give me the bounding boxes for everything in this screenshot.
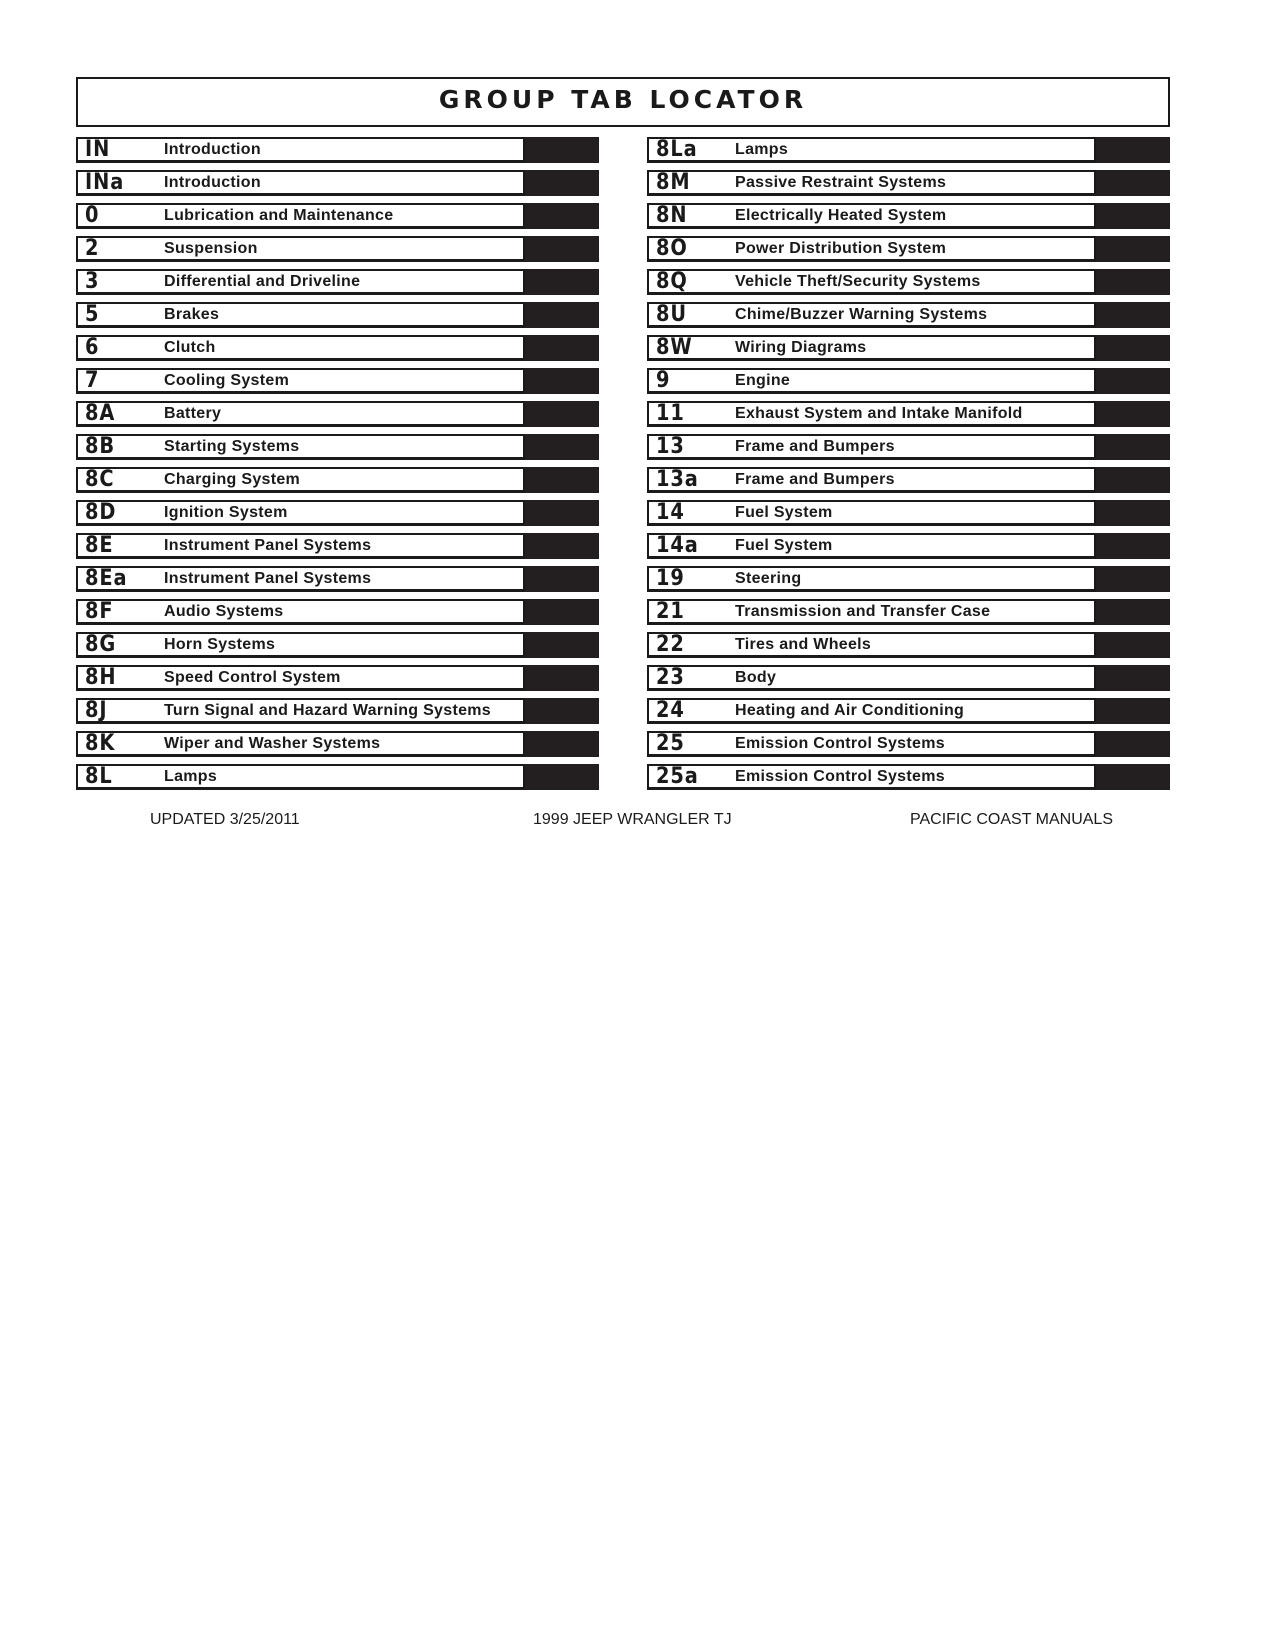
footer-updated: UPDATED 3/25/2011 — [150, 811, 300, 828]
tab-name: Emission Control Systems — [735, 767, 945, 785]
tab-name: Tires and Wheels — [735, 635, 872, 653]
tab-row[interactable] — [76, 401, 599, 427]
tab-label-cell — [647, 368, 1096, 394]
tab-label-cell — [647, 401, 1096, 427]
tab-code: 8Ea — [85, 565, 128, 591]
tab-label-cell — [76, 170, 525, 196]
tab-label-cell — [76, 269, 525, 295]
tab-row[interactable] — [647, 467, 1170, 493]
tab-code: 5 — [85, 301, 100, 327]
tab-name: Brakes — [164, 305, 220, 323]
tab-row[interactable] — [76, 467, 599, 493]
tab-row[interactable] — [76, 665, 599, 691]
tab-name: Horn Systems — [164, 635, 276, 653]
tab-marker[interactable] — [525, 170, 599, 196]
tab-name: Frame and Bumpers — [735, 437, 895, 455]
tab-name: Ignition System — [164, 503, 288, 521]
tab-label-cell — [647, 170, 1096, 196]
tab-marker[interactable] — [525, 467, 599, 493]
tab-name: Audio Systems — [164, 602, 284, 620]
tab-code: 14a — [656, 532, 699, 558]
tab-name: Introduction — [164, 173, 261, 191]
tab-name: Charging System — [164, 470, 301, 488]
tab-code: 13 — [656, 433, 685, 459]
tab-code: 2 — [85, 235, 100, 261]
tab-code: 22 — [656, 631, 685, 657]
footer-publisher: PACIFIC COAST MANUALS — [910, 811, 1113, 828]
tab-name: Power Distribution System — [735, 239, 947, 257]
tab-label-cell — [76, 665, 525, 691]
tab-marker[interactable] — [1096, 599, 1170, 625]
tab-marker[interactable] — [525, 236, 599, 262]
tab-marker[interactable] — [525, 401, 599, 427]
tab-name: Starting Systems — [164, 437, 300, 455]
tab-row[interactable] — [647, 203, 1170, 229]
tab-label-cell — [647, 764, 1096, 790]
tab-row[interactable] — [76, 434, 599, 460]
tab-name: Exhaust System and Intake Manifold — [735, 404, 1023, 422]
tab-code: 7 — [85, 367, 100, 393]
tab-code: 8G — [85, 631, 117, 657]
tab-marker[interactable] — [525, 434, 599, 460]
tab-name: Lamps — [164, 767, 218, 785]
footer-vehicle: 1999 JEEP WRANGLER TJ — [533, 811, 732, 828]
tab-label-cell — [76, 467, 525, 493]
tab-marker[interactable] — [1096, 269, 1170, 295]
tab-row[interactable] — [76, 170, 599, 196]
tab-code: 0 — [85, 202, 100, 228]
tab-name: Vehicle Theft/Security Systems — [735, 272, 981, 290]
tab-marker[interactable] — [525, 599, 599, 625]
tab-code: 8U — [656, 301, 687, 327]
tab-marker[interactable] — [1096, 632, 1170, 658]
tab-marker[interactable] — [1096, 368, 1170, 394]
tab-row[interactable] — [76, 335, 599, 361]
tab-marker[interactable] — [525, 665, 599, 691]
tab-marker[interactable] — [1096, 764, 1170, 790]
tab-row[interactable] — [76, 302, 599, 328]
tab-row[interactable] — [647, 566, 1170, 592]
tab-row[interactable] — [76, 566, 599, 592]
tab-name: Lamps — [735, 140, 789, 158]
tab-marker[interactable] — [1096, 302, 1170, 328]
tab-label-cell — [647, 731, 1096, 757]
tab-label-cell — [647, 203, 1096, 229]
tab-code: 21 — [656, 598, 685, 624]
tab-marker[interactable] — [525, 269, 599, 295]
tab-code: 14 — [656, 499, 685, 525]
tab-code: 8O — [656, 235, 688, 261]
tab-name: Emission Control Systems — [735, 734, 945, 752]
tab-marker[interactable] — [525, 731, 599, 757]
tab-name: Introduction — [164, 140, 261, 158]
tab-name: Electrically Heated System — [735, 206, 947, 224]
tab-code: 8K — [85, 730, 116, 756]
tab-label-cell — [647, 599, 1096, 625]
tab-label-cell — [647, 335, 1096, 361]
tab-row[interactable] — [647, 368, 1170, 394]
tab-row[interactable] — [647, 698, 1170, 724]
tab-code: 8N — [656, 202, 688, 228]
tab-row[interactable] — [647, 764, 1170, 790]
tab-name: Transmission and Transfer Case — [735, 602, 991, 620]
tab-row[interactable] — [647, 236, 1170, 262]
tab-label-cell — [76, 698, 525, 724]
tab-marker[interactable] — [525, 533, 599, 559]
tab-code: 8L — [85, 763, 113, 789]
tab-name: Chime/Buzzer Warning Systems — [735, 305, 988, 323]
tab-code: 8E — [85, 532, 114, 558]
tab-label-cell — [76, 500, 525, 526]
tab-row[interactable] — [76, 269, 599, 295]
tab-name: Suspension — [164, 239, 258, 257]
tab-label-cell — [647, 632, 1096, 658]
tab-code: 25 — [656, 730, 685, 756]
title-box — [76, 77, 1170, 127]
tab-marker[interactable] — [525, 698, 599, 724]
tab-label-cell — [76, 566, 525, 592]
tab-code: 8J — [85, 697, 108, 723]
tab-name: Heating and Air Conditioning — [735, 701, 965, 719]
tab-code: 8La — [656, 136, 698, 162]
tab-name: Lubrication and Maintenance — [164, 206, 394, 224]
tab-code: 8D — [85, 499, 117, 525]
tab-code: 8A — [85, 400, 116, 426]
tab-marker[interactable] — [525, 764, 599, 790]
tab-marker[interactable] — [525, 302, 599, 328]
tab-label-cell — [76, 335, 525, 361]
tab-name: Fuel System — [735, 536, 833, 554]
tab-label-cell — [76, 764, 525, 790]
tab-row[interactable] — [76, 533, 599, 559]
tab-marker[interactable] — [525, 500, 599, 526]
tab-row[interactable] — [76, 203, 599, 229]
tab-label-cell — [76, 599, 525, 625]
tab-row[interactable] — [76, 764, 599, 790]
tab-row[interactable] — [647, 269, 1170, 295]
tab-name: Fuel System — [735, 503, 833, 521]
tab-row[interactable] — [76, 731, 599, 757]
tab-marker[interactable] — [1096, 533, 1170, 559]
tab-row[interactable] — [647, 137, 1170, 163]
tab-marker[interactable] — [1096, 500, 1170, 526]
tab-row[interactable] — [76, 632, 599, 658]
tab-name: Passive Restraint Systems — [735, 173, 947, 191]
tab-code: 9 — [656, 367, 671, 393]
tab-name: Body — [735, 668, 777, 686]
tab-marker[interactable] — [1096, 203, 1170, 229]
tab-name: Speed Control System — [164, 668, 341, 686]
tab-name: Engine — [735, 371, 791, 389]
tab-label-cell — [647, 533, 1096, 559]
tab-marker[interactable] — [525, 203, 599, 229]
tab-name: Battery — [164, 404, 222, 422]
tab-label-cell — [76, 236, 525, 262]
tab-name: Steering — [735, 569, 802, 587]
tab-code: 8C — [85, 466, 115, 492]
tab-row[interactable] — [647, 665, 1170, 691]
tab-label-cell — [647, 302, 1096, 328]
tab-row[interactable] — [76, 698, 599, 724]
tab-label-cell — [647, 698, 1096, 724]
tab-code: 8F — [85, 598, 114, 624]
tab-marker[interactable] — [1096, 236, 1170, 262]
tab-code: 8M — [656, 169, 691, 195]
tab-row[interactable] — [647, 632, 1170, 658]
tab-name: Clutch — [164, 338, 216, 356]
tab-marker[interactable] — [1096, 335, 1170, 361]
tab-label-cell — [76, 401, 525, 427]
tab-row[interactable] — [76, 500, 599, 526]
tab-marker[interactable] — [1096, 170, 1170, 196]
tab-row[interactable] — [647, 170, 1170, 196]
tab-row[interactable] — [647, 599, 1170, 625]
tab-marker[interactable] — [525, 566, 599, 592]
tab-marker[interactable] — [1096, 698, 1170, 724]
tab-name: Wiring Diagrams — [735, 338, 867, 356]
tab-code: 8B — [85, 433, 116, 459]
tab-name: Turn Signal and Hazard Warning Systems — [164, 701, 492, 719]
tab-label-cell — [76, 533, 525, 559]
tab-marker[interactable] — [1096, 665, 1170, 691]
tab-row[interactable] — [647, 731, 1170, 757]
tab-label-cell — [76, 731, 525, 757]
tab-label-cell — [647, 566, 1096, 592]
tab-marker[interactable] — [1096, 137, 1170, 163]
tab-name: Instrument Panel Systems — [164, 536, 372, 554]
tab-label-cell — [647, 434, 1096, 460]
tab-row[interactable] — [647, 335, 1170, 361]
tab-code: 23 — [656, 664, 685, 690]
tab-label-cell — [76, 434, 525, 460]
tab-marker[interactable] — [525, 335, 599, 361]
tab-code: 6 — [85, 334, 100, 360]
tab-label-cell — [647, 269, 1096, 295]
tab-code: 13a — [656, 466, 699, 492]
tab-code: IN — [85, 136, 111, 162]
tab-marker[interactable] — [1096, 467, 1170, 493]
page-title: GROUP TAB LOCATOR — [438, 85, 808, 114]
tab-label-cell — [76, 203, 525, 229]
tab-label-cell — [647, 665, 1096, 691]
tab-label-cell — [76, 302, 525, 328]
tab-row[interactable] — [647, 302, 1170, 328]
tab-marker[interactable] — [1096, 566, 1170, 592]
tab-row[interactable] — [76, 599, 599, 625]
tab-name: Instrument Panel Systems — [164, 569, 372, 587]
tab-name: Cooling System — [164, 371, 290, 389]
right-tab-column — [647, 137, 1170, 797]
tab-label-cell — [647, 500, 1096, 526]
tab-marker[interactable] — [1096, 731, 1170, 757]
tab-code: 11 — [656, 400, 685, 426]
tab-row[interactable] — [647, 533, 1170, 559]
tab-row[interactable] — [647, 434, 1170, 460]
tab-marker[interactable] — [525, 137, 599, 163]
tab-label-cell — [647, 137, 1096, 163]
tab-marker[interactable] — [1096, 434, 1170, 460]
tab-code: 25a — [656, 763, 699, 789]
tab-label-cell — [76, 368, 525, 394]
tab-row[interactable] — [647, 401, 1170, 427]
tab-name: Differential and Driveline — [164, 272, 361, 290]
tab-name: Frame and Bumpers — [735, 470, 895, 488]
tab-row[interactable] — [647, 500, 1170, 526]
tab-name: Wiper and Washer Systems — [164, 734, 381, 752]
tab-label-cell — [76, 632, 525, 658]
tab-marker[interactable] — [525, 368, 599, 394]
tab-code: 8H — [85, 664, 117, 690]
left-tab-column — [76, 137, 599, 797]
tab-code: INa — [85, 169, 125, 195]
tab-label-cell — [76, 137, 525, 163]
tab-code: 3 — [85, 268, 100, 294]
tab-marker[interactable] — [1096, 401, 1170, 427]
tab-label-cell — [647, 236, 1096, 262]
tab-code: 8W — [656, 334, 693, 360]
tab-code: 8Q — [656, 268, 688, 294]
tab-row[interactable] — [76, 368, 599, 394]
tab-code: 24 — [656, 697, 685, 723]
tab-code: 19 — [656, 565, 685, 591]
tab-label-cell — [647, 467, 1096, 493]
tab-row[interactable] — [76, 137, 599, 163]
tab-row[interactable] — [76, 236, 599, 262]
tab-marker[interactable] — [525, 632, 599, 658]
